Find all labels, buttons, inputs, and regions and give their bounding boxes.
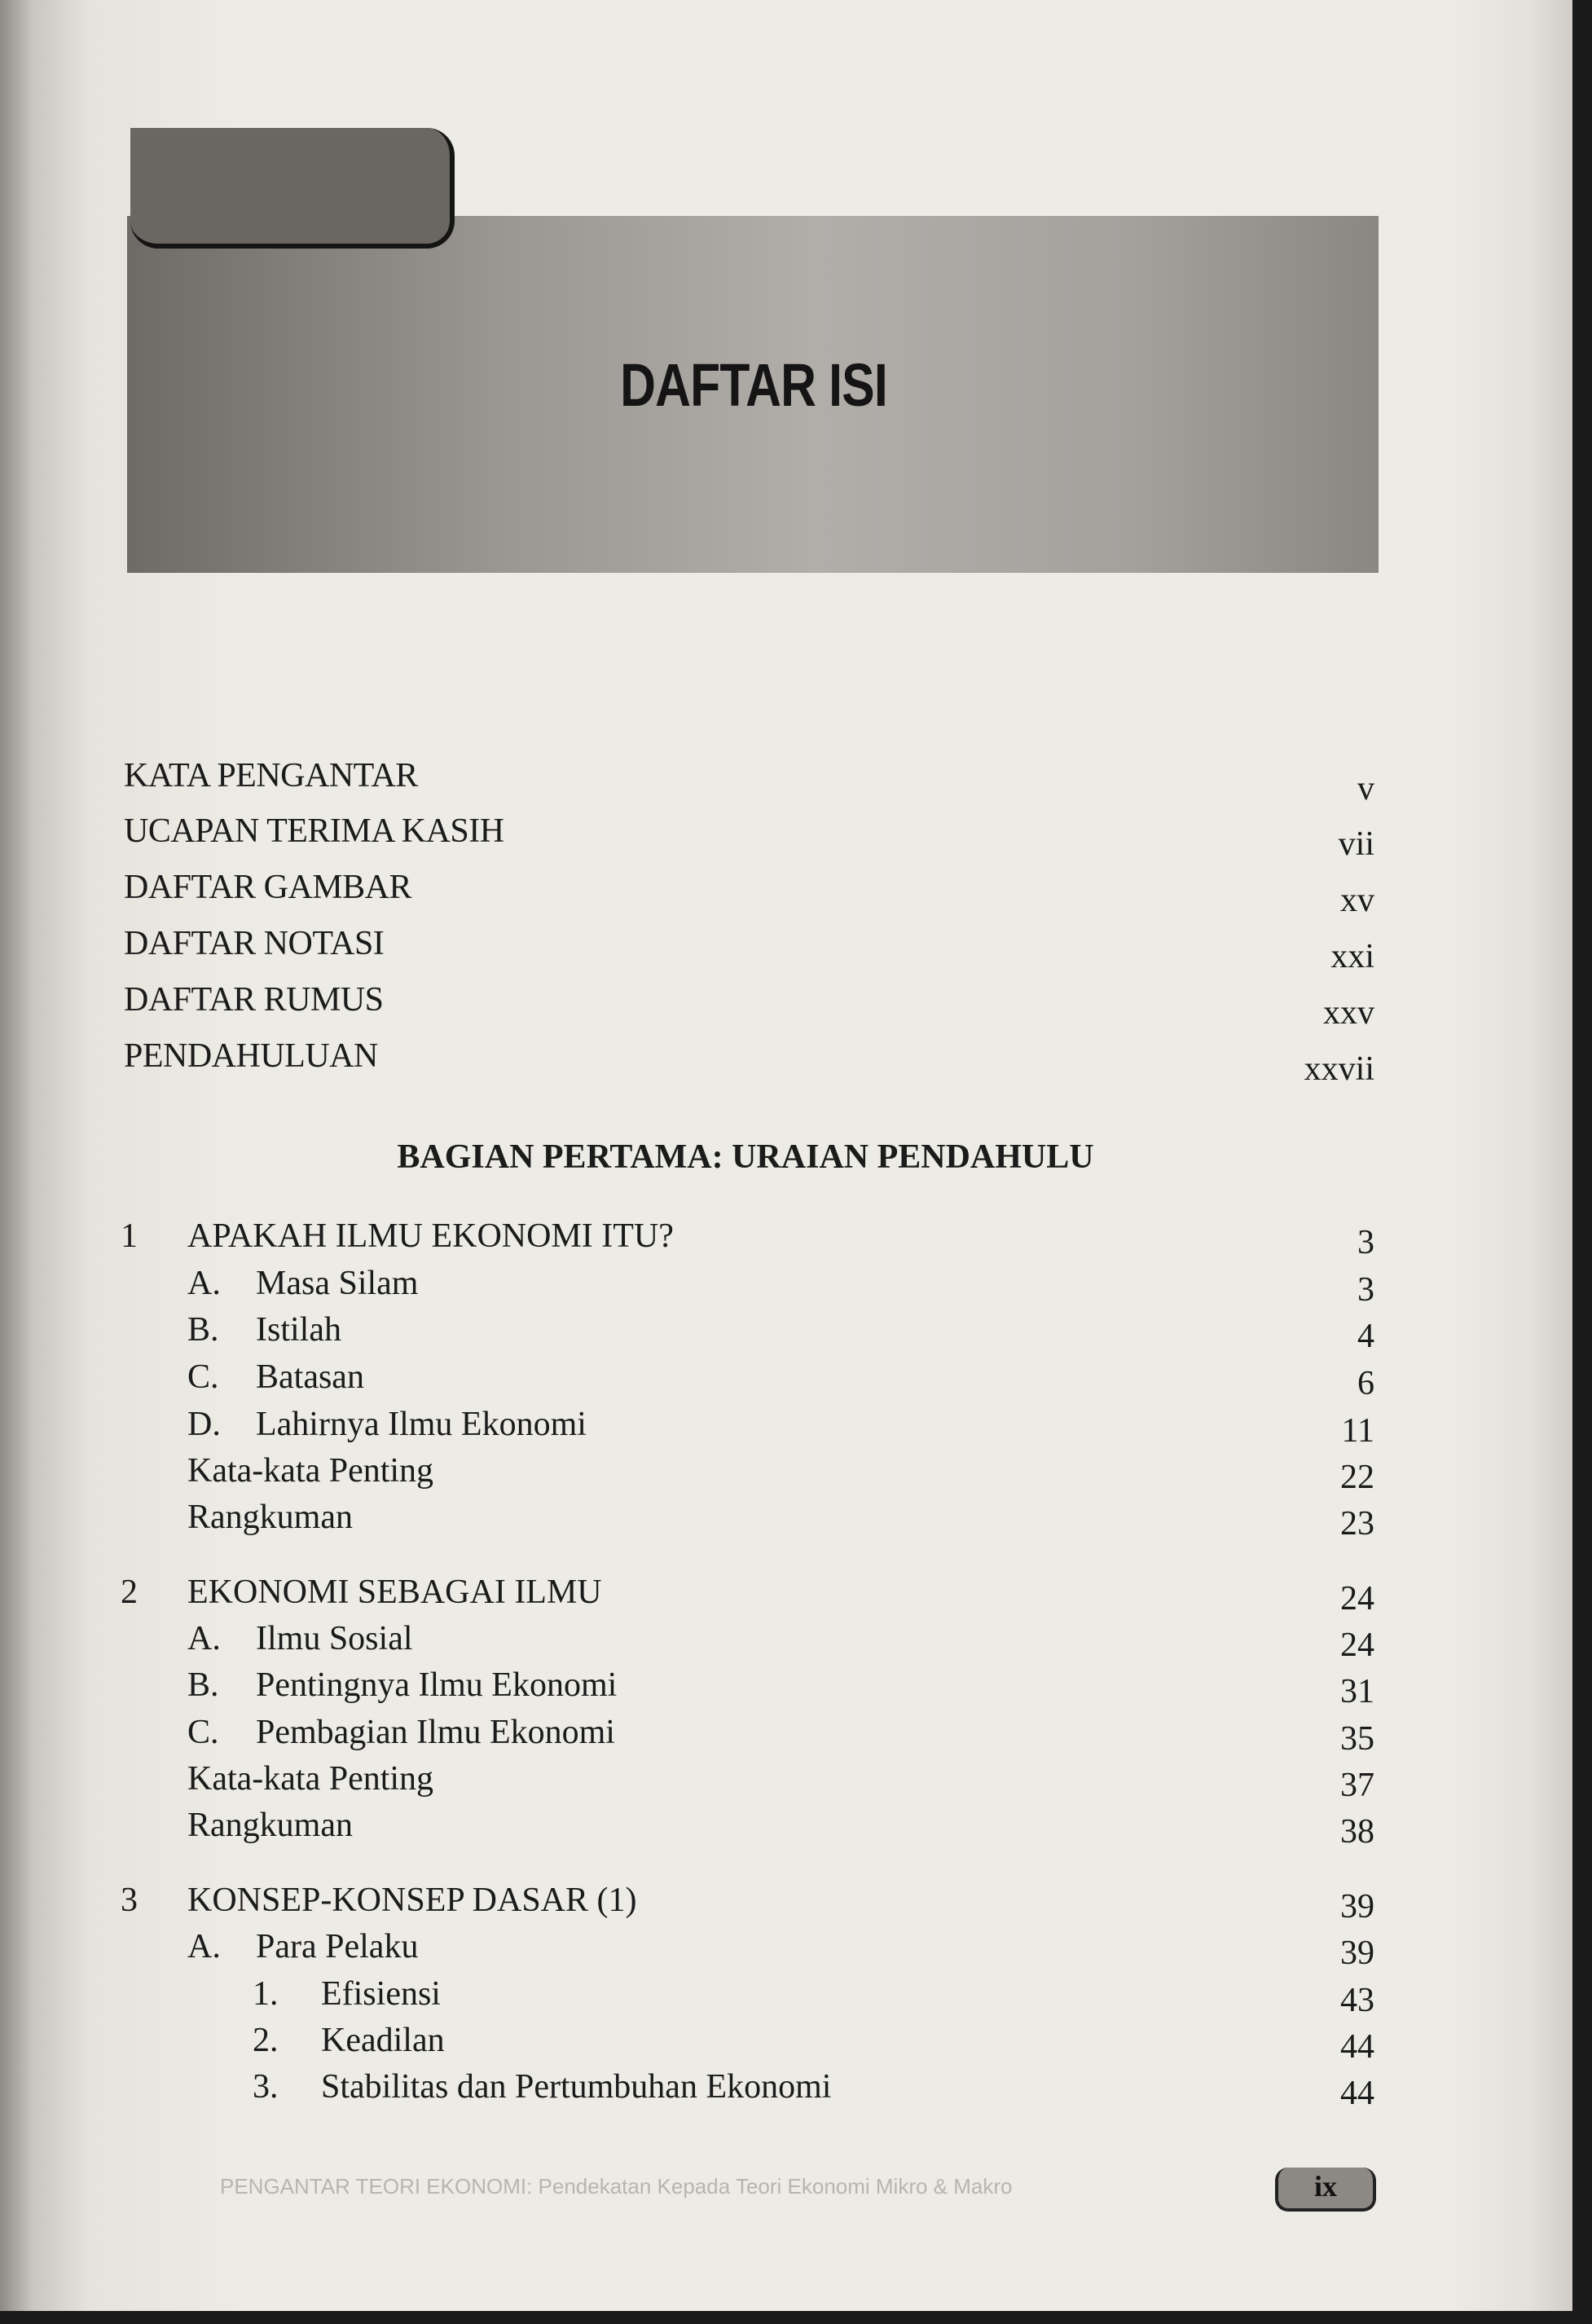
toc-section: D. Lahirnya Ilmu Ekonomi 11 [187, 1400, 1374, 1449]
toc-section: A. Ilmu Sosial 24 [187, 1614, 1374, 1663]
page-number: 35 [1340, 1720, 1374, 1758]
page-number: 4 [1357, 1318, 1374, 1355]
toc-subsection: 3. Stabilitas dan Pertumbuhan Ekonomi 44 [253, 2062, 1374, 2111]
chapter-number: 1 [121, 1217, 138, 1255]
page-number: v [1357, 770, 1374, 808]
toc-section: C. Pembagian Ilmu Ekonomi 35 [187, 1708, 1374, 1757]
page-number: 31 [1340, 1673, 1374, 1710]
page-number: xxi [1330, 938, 1374, 975]
toc-section: A. Para Pelaku 39 [187, 1922, 1374, 1971]
header-tab [130, 128, 455, 249]
page-number: 38 [1340, 1813, 1374, 1851]
toc-subsection: 1. Efisiensi 43 [253, 1970, 1374, 2018]
page-number: xxvii [1304, 1050, 1374, 1088]
page-number: 3 [1357, 1271, 1374, 1309]
page-number-badge: ix [1275, 2168, 1376, 2212]
chapter-number: 3 [121, 1882, 138, 1919]
toc-chapter [121, 1876, 1374, 1925]
page-number: 39 [1340, 1934, 1374, 1972]
toc-extra: Kata-kata Penting 22 [187, 1446, 1374, 1495]
toc-section: B. Istilah 4 [187, 1305, 1374, 1354]
page-number: 44 [1340, 2075, 1374, 2112]
page-number: xxv [1323, 994, 1374, 1032]
toc-front-item: PENDAHULUAN xxvii [124, 1032, 1374, 1081]
chapter-title: KONSEP-KONSEP DASAR (1) [187, 1882, 637, 1919]
page-number: vii [1338, 825, 1374, 863]
toc-front-item: DAFTAR GAMBAR xv [124, 863, 1374, 912]
page-number: 37 [1340, 1767, 1374, 1804]
running-title: PENGANTAR TEORI EKONOMI: Pendekatan Kepada Teori Ekonomi Mikro & Makro [220, 2174, 1013, 2199]
page-number: 39 [1340, 1888, 1374, 1926]
page-number: 11 [1341, 1412, 1374, 1450]
page-number: 23 [1340, 1505, 1374, 1543]
page-number: 24 [1340, 1626, 1374, 1664]
toc-front-item: KATA PENGANTAR v [124, 751, 1374, 800]
page-number: 3 [1357, 1224, 1374, 1261]
toc-front-item: DAFTAR NOTASI xxi [124, 919, 1374, 968]
page-title: DAFTAR ISI [620, 351, 887, 419]
chapter-title: EKONOMI SEBAGAI ILMU [187, 1574, 602, 1611]
page-number: 44 [1340, 2028, 1374, 2066]
page-number: 6 [1357, 1365, 1374, 1402]
toc-section: B. Pentingnya Ilmu Ekonomi 31 [187, 1661, 1374, 1710]
toc-extra: Rangkuman 38 [187, 1801, 1374, 1850]
toc-subsection: 2. Keadilan 44 [253, 2016, 1374, 2065]
toc-front-item: UCAPAN TERIMA KASIH vii [124, 807, 1374, 856]
toc-section: A. Masa Silam 3 [187, 1259, 1374, 1308]
chapter-number: 2 [121, 1574, 138, 1611]
toc-extra: Kata-kata Penting 37 [187, 1754, 1374, 1803]
page-number: xv [1340, 882, 1374, 919]
toc-chapter [121, 1568, 1374, 1617]
chapter-title: APAKAH ILMU EKONOMI ITU? [187, 1217, 674, 1255]
page-number: 24 [1340, 1580, 1374, 1618]
part-title: BAGIAN PERTAMA: URAIAN PENDAHULU [397, 1138, 1094, 1176]
toc-front-item: DAFTAR RUMUS xxv [124, 975, 1374, 1024]
page-number: 22 [1340, 1459, 1374, 1496]
toc-chapter [121, 1212, 1374, 1261]
toc-section: C. Batasan 6 [187, 1353, 1374, 1402]
toc-extra: Rangkuman 23 [187, 1493, 1374, 1542]
page-number: 43 [1340, 1982, 1374, 2019]
